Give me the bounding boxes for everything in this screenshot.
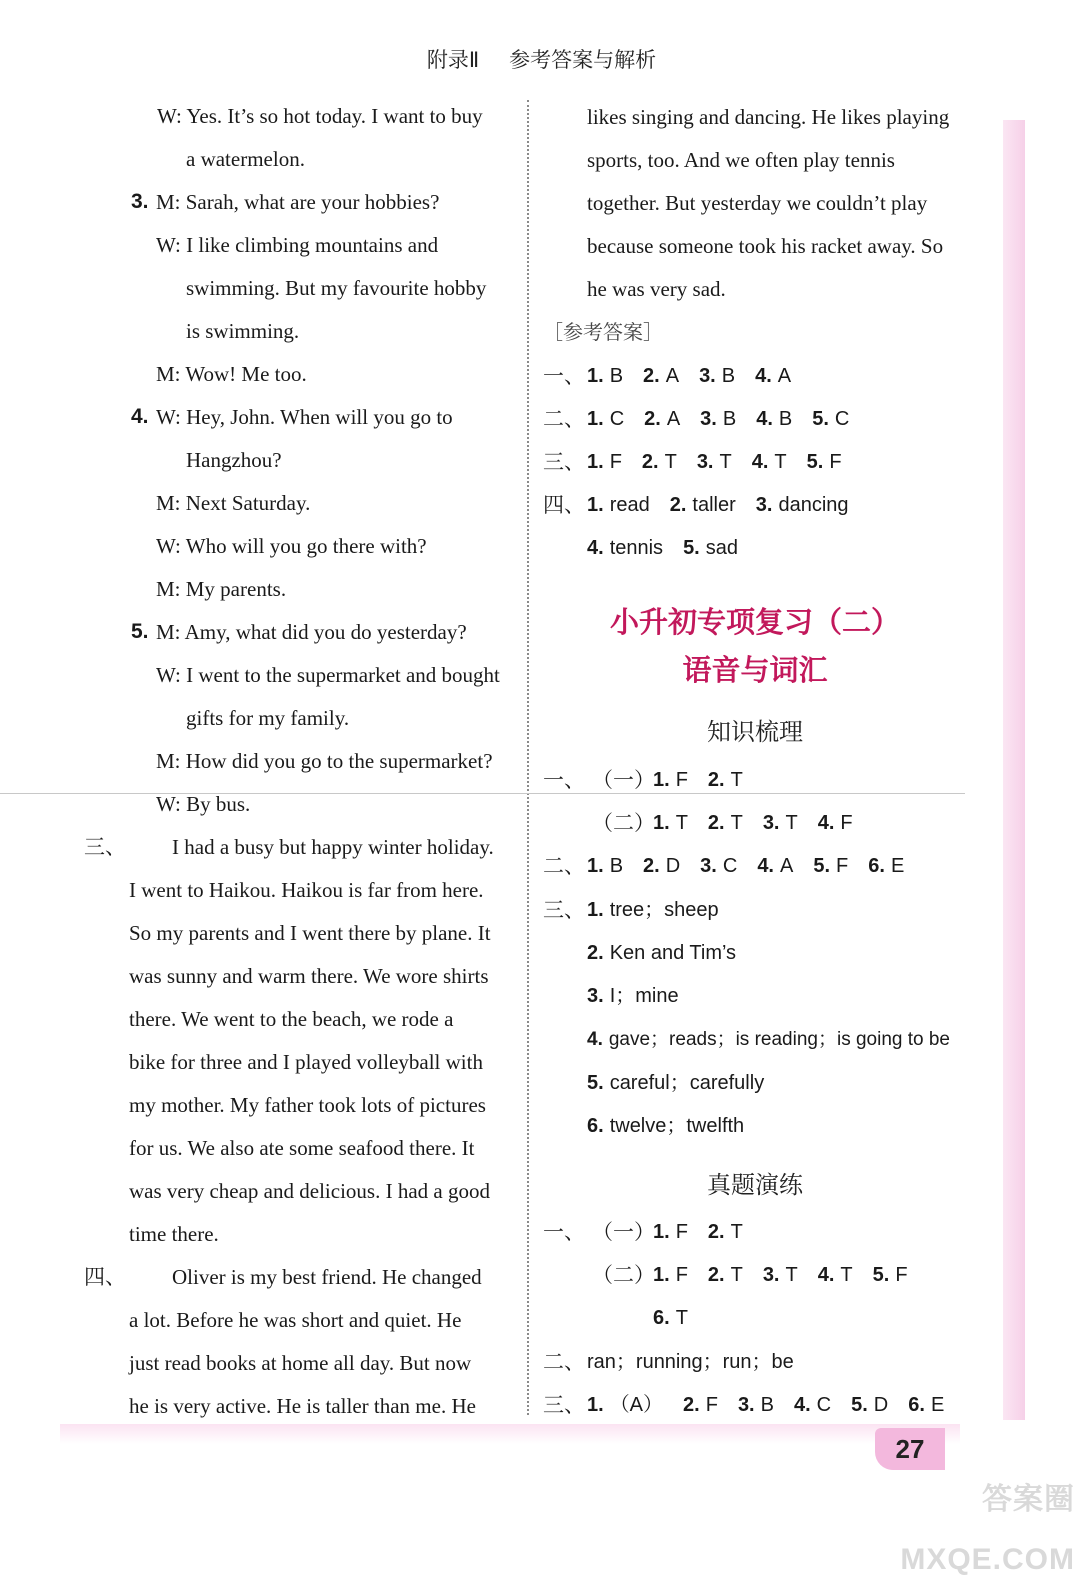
dialogue-line: W: Who will you go there with? <box>156 534 427 558</box>
answer-number: 3. <box>699 365 716 387</box>
answer-value: B <box>760 1394 774 1416</box>
dialogue-line: W: By bus. <box>156 792 251 816</box>
answer-number: 3. <box>762 1264 780 1286</box>
answer-number: 1. <box>587 408 604 430</box>
answer-value: F <box>705 1394 718 1416</box>
answer-number: 2. <box>669 494 687 516</box>
answer-value: taller <box>692 494 736 516</box>
answer-row <box>587 361 791 391</box>
answer-value: E <box>930 1394 945 1416</box>
answer-number: 5. <box>813 855 831 877</box>
answer-number: 3. <box>700 855 717 877</box>
section-label: 二、 <box>543 1350 585 1374</box>
answer-value: F <box>840 812 853 834</box>
passage-line: for us. We also ate some seafood there. It <box>129 1136 475 1160</box>
answer-value: E <box>890 855 905 877</box>
passage-line: was very cheap and delicious. I had a good <box>129 1179 490 1203</box>
answer-number: 6. <box>908 1394 925 1416</box>
answer-value: C <box>816 1394 832 1416</box>
answer-value: T <box>730 812 743 834</box>
part-label: （二） <box>592 1263 655 1287</box>
section-label: 四、 <box>84 1265 126 1289</box>
answer-number: 2. <box>707 1264 725 1286</box>
answer-number: 4. <box>587 537 604 559</box>
answer-row <box>653 1260 908 1290</box>
answer-row <box>587 1111 744 1141</box>
dialogue-line: W: Hey, John. When will you go to <box>156 405 453 429</box>
passage-line: because someone took his racket away. So <box>587 234 944 258</box>
answer-value: F <box>609 451 622 473</box>
answer-row <box>653 808 853 838</box>
answer-number: 3. <box>737 1394 755 1416</box>
answer-value: twelve；twelfth <box>609 1115 745 1137</box>
answer-row <box>587 1390 944 1420</box>
dialogue-line: M: How did you go to the supermarket? <box>156 749 493 773</box>
answer-value: T <box>730 1221 743 1243</box>
column-divider <box>527 100 529 1415</box>
answer-value: A <box>666 408 681 430</box>
passage-line: there. We went to the beach, we rode a <box>129 1007 454 1031</box>
answer-number: 2. <box>643 855 660 877</box>
answer-value: tennis <box>609 537 664 559</box>
answer-number: 1. <box>587 451 604 473</box>
answer-number: 5. <box>587 1072 604 1094</box>
section-heading-practice: 真题演练 <box>707 1171 803 1199</box>
answer-number: 4. <box>755 365 772 387</box>
answer-number: 2. <box>587 942 604 964</box>
answer-row <box>587 895 719 925</box>
answer-row <box>653 1303 688 1333</box>
passage-line: I had a busy but happy winter holiday. <box>172 835 494 859</box>
section-label: 二、 <box>543 854 585 878</box>
dialogue-line: W: Yes. It’s so hot today. I want to buy <box>157 104 483 128</box>
answer-value: T <box>730 769 743 791</box>
answer-number: 6. <box>587 1115 604 1137</box>
answer-value: F <box>675 1221 688 1243</box>
answer-value: careful；carefully <box>609 1072 765 1094</box>
answer-value: dancing <box>778 494 849 516</box>
section-heading-knowledge: 知识梳理 <box>707 718 803 746</box>
answer-number: 2. <box>641 451 659 473</box>
answer-number: 2. <box>644 408 661 430</box>
answer-number: 3. <box>587 985 604 1007</box>
answer-number: 3. <box>755 494 773 516</box>
answer-number: 3. <box>700 408 717 430</box>
answer-number: 1. <box>653 1221 670 1243</box>
answer-value: B <box>721 365 736 387</box>
answer-number: 5. <box>851 1394 868 1416</box>
answer-number: 1. <box>587 365 604 387</box>
section-label: 一、 <box>543 1220 585 1244</box>
passage-line: a lot. Before he was short and quiet. He <box>129 1308 462 1332</box>
passage-line: he was very sad. <box>587 277 726 301</box>
answer-value: ran；running；run；be <box>587 1351 794 1373</box>
answer-value: tree；sheep <box>609 899 719 921</box>
answer-number: 4. <box>757 855 774 877</box>
answer-value: A <box>665 365 680 387</box>
passage-line: time there. <box>129 1222 219 1246</box>
answer-number: 4. <box>793 1394 811 1416</box>
answer-value: T <box>840 1264 853 1286</box>
passage-line: my mother. My father took lots of pictures <box>129 1093 486 1117</box>
answer-number: 5. <box>812 408 829 430</box>
answer-value: I；mine <box>609 985 679 1007</box>
answer-number: 3. <box>696 451 714 473</box>
unit-title: 小升初专项复习（二） <box>609 605 900 639</box>
dialogue-line: a watermelon. <box>186 147 305 171</box>
answer-row <box>587 938 736 968</box>
answer-number: 4. <box>817 812 835 834</box>
dialogue-line: Hangzhou? <box>186 448 282 472</box>
section-label: 二、 <box>543 407 585 431</box>
answer-row <box>587 533 738 563</box>
unit-subtitle: 语音与词汇 <box>682 653 828 687</box>
answer-number: 5. <box>872 1264 890 1286</box>
answer-row <box>653 1217 743 1247</box>
answer-value: D <box>873 1394 889 1416</box>
answer-number: 1. <box>587 855 604 877</box>
answer-number: 1. <box>653 1264 670 1286</box>
answer-value: T <box>675 1307 688 1329</box>
answer-row <box>587 851 904 881</box>
section-label: 三、 <box>84 835 126 859</box>
answer-value: B <box>609 855 624 877</box>
passage-line: just read books at home all day. But now <box>129 1351 472 1375</box>
passage-line: likes singing and dancing. He likes playing <box>587 105 950 129</box>
answer-value: C <box>609 408 625 430</box>
answer-number: 2. <box>683 1394 700 1416</box>
answer-value: read <box>609 494 650 516</box>
answer-value: T <box>675 812 688 834</box>
item-number: 4. <box>131 405 149 428</box>
answer-value: T <box>774 451 787 473</box>
answer-number: 4. <box>587 1029 603 1050</box>
passage-line: sports, too. And we often play tennis <box>587 148 895 172</box>
answer-value: C <box>834 408 850 430</box>
passage-line: together. But yesterday we couldn’t play <box>587 191 928 215</box>
answer-value: Ken and Tim’s <box>609 942 737 964</box>
part-label: （一） <box>592 1220 655 1244</box>
answer-number: 5. <box>683 537 700 559</box>
answer-row <box>587 404 849 434</box>
answer-value: F <box>675 1264 688 1286</box>
section-label: 三、 <box>543 1393 585 1417</box>
answer-value: C <box>722 855 738 877</box>
bottom-decoration <box>60 1424 960 1444</box>
answer-number: 6. <box>653 1307 670 1329</box>
dialogue-line: M: Amy, what did you do yesterday? <box>156 620 467 644</box>
passage-line: So my parents and I went there by plane. It <box>129 921 491 945</box>
answer-number: 3. <box>762 812 780 834</box>
answer-number: 2. <box>643 365 660 387</box>
dialogue-line: swimming. But my favourite hobby <box>186 276 487 300</box>
header-appendix: 附录Ⅱ <box>426 48 480 72</box>
watermark-logo: 答案圈 MXQE.COM <box>900 1483 1075 1576</box>
dialogue-line: M: My parents. <box>156 577 287 601</box>
dialogue-line: gifts for my family. <box>186 706 350 730</box>
answer-row <box>587 447 842 477</box>
answer-number: 1. <box>653 769 670 791</box>
part-label: （一） <box>592 768 655 792</box>
item-number: 5. <box>131 620 149 643</box>
passage-line: was sunny and warm there. We wore shirts <box>129 964 489 988</box>
answer-value: F <box>836 855 849 877</box>
page-header <box>0 44 1083 74</box>
passage-line: Oliver is my best friend. He changed <box>172 1265 482 1289</box>
answer-value: （A） <box>609 1394 664 1416</box>
answer-number: 5. <box>806 451 824 473</box>
answer-value: T <box>664 451 677 473</box>
answer-number: 4. <box>751 451 769 473</box>
passage-line: I went to Haikou. Haikou is far from here. <box>129 878 484 902</box>
section-label: 四、 <box>543 493 585 517</box>
answer-value: gave；reads；is reading；is going to be <box>608 1029 950 1050</box>
dialogue-line: M: Next Saturday. <box>156 491 311 515</box>
answer-row <box>587 981 679 1011</box>
answer-number: 1. <box>587 899 604 921</box>
reference-answer-label: ［参考答案］ <box>543 320 663 344</box>
section-label: 三、 <box>543 898 585 922</box>
dialogue-line: is swimming. <box>186 319 300 343</box>
answer-number: 2. <box>707 769 725 791</box>
answer-value: B <box>722 408 737 430</box>
answer-value: F <box>675 769 688 791</box>
answer-number: 1. <box>653 812 670 834</box>
passage-line: he is very active. He is taller than me. He <box>129 1394 476 1418</box>
answer-value: T <box>730 1264 743 1286</box>
answer-value: T <box>785 1264 798 1286</box>
dialogue-line: M: Sarah, what are your hobbies? <box>156 190 440 214</box>
section-label: 一、 <box>543 768 585 792</box>
answer-number: 4. <box>756 408 773 430</box>
answer-value: F <box>895 1264 908 1286</box>
header-title: 参考答案与解析 <box>509 48 657 72</box>
answer-row <box>587 1068 764 1098</box>
passage-line: bike for three and I played volleyball with <box>129 1050 483 1074</box>
section-label: 一、 <box>543 364 585 388</box>
answer-number: 1. <box>587 1394 604 1416</box>
answer-row <box>587 490 849 520</box>
answer-value: B <box>778 408 793 430</box>
part-label: （二） <box>592 811 655 835</box>
answer-number: 2. <box>707 1221 725 1243</box>
answer-row <box>587 1025 950 1055</box>
item-number: 3. <box>131 190 149 213</box>
dialogue-line: W: I like climbing mountains and <box>156 233 439 257</box>
answer-value: A <box>777 365 792 387</box>
answer-number: 4. <box>817 1264 835 1286</box>
dialogue-line: W: I went to the supermarket and bought <box>156 663 500 687</box>
horizontal-rule <box>0 793 965 794</box>
answer-value: T <box>719 451 732 473</box>
side-decoration <box>1003 120 1025 1420</box>
answer-value: B <box>609 365 624 387</box>
answer-value: A <box>780 855 794 877</box>
answer-number: 1. <box>587 494 604 516</box>
answer-number: 6. <box>868 855 885 877</box>
answer-row <box>653 765 743 795</box>
section-label: 三、 <box>543 450 585 474</box>
answer-value: D <box>665 855 681 877</box>
page-number: 27 <box>875 1428 945 1470</box>
answer-number: 2. <box>707 812 725 834</box>
answer-value: F <box>829 451 842 473</box>
answer-value: sad <box>705 537 738 559</box>
dialogue-line: M: Wow! Me too. <box>156 362 307 386</box>
answer-value: T <box>785 812 798 834</box>
